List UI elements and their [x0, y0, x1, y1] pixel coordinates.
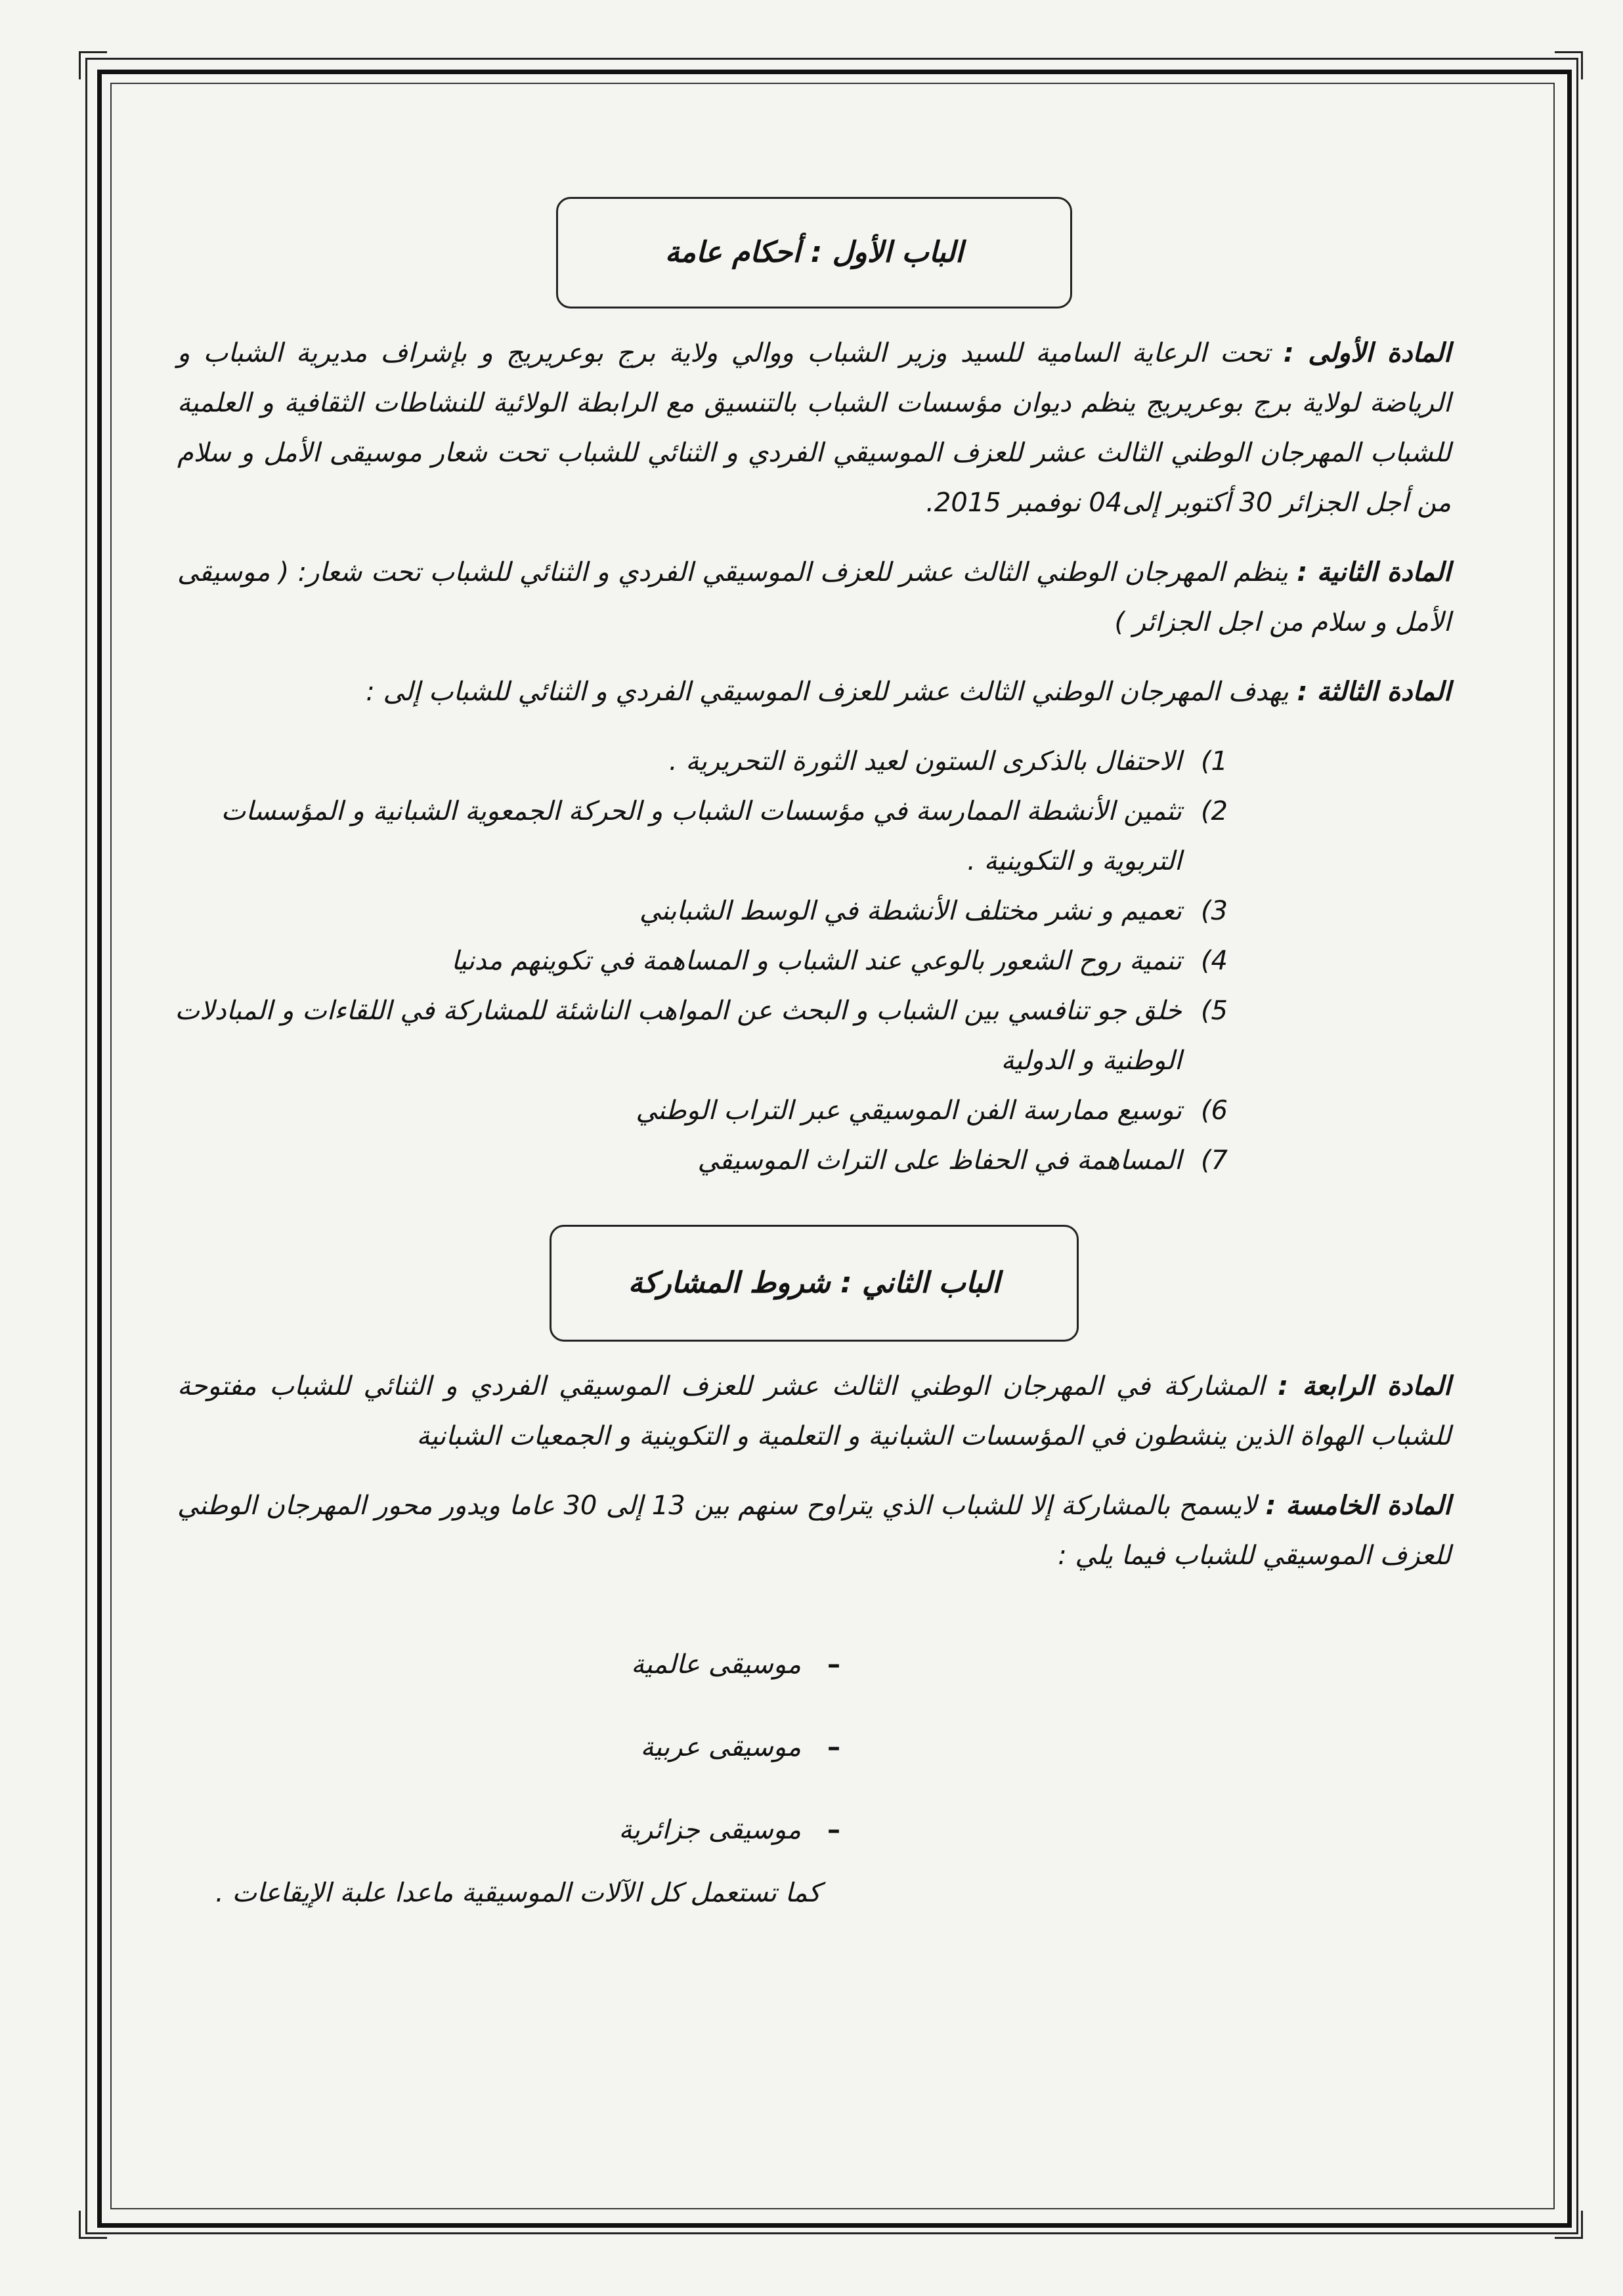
list-item [164, 1805, 840, 1855]
list-item-text: موسيقى عربية [640, 1732, 801, 1762]
chapter2-title-box [550, 1225, 1079, 1342]
list-item-text: موسيقى عالمية [631, 1649, 801, 1680]
article3-objectives-list [164, 736, 1228, 1185]
list-item-number: 2) [1200, 796, 1228, 826]
list-item [164, 886, 1228, 936]
dash-bullet: – [827, 1732, 840, 1762]
list-item-number: 7) [1200, 1145, 1228, 1176]
dash-bullet: – [827, 1649, 840, 1680]
list-item [164, 986, 1228, 1086]
list-item [164, 1722, 840, 1772]
list-item-text: توسيع ممارسة الفن الموسيقي عبر التراب الوطني [636, 1095, 1182, 1126]
list-item-text: تنمية روح الشعور بالوعي عند الشباب و المساهمة في تكوينهم مدنيا [451, 946, 1182, 976]
list-item-number: 3) [1200, 896, 1228, 926]
list-item [164, 786, 1228, 886]
list-item-text: خلق جو تنافسي بين الشباب و البحث عن المواهب الناشئة للمشاركة في اللقاءات و المبادلات الوطنية و الدولية [175, 996, 1182, 1076]
article4-heading: المادة الرابعة : [1278, 1371, 1452, 1401]
list-item [164, 1086, 1228, 1136]
article4 [177, 1361, 1451, 1461]
chapter1-title: الباب الأول : أحكام عامة [664, 236, 964, 269]
article5-text: لايسمح بالمشاركة إلا للشباب الذي يتراوح سنهم بين 13 إلى 30 عاما ويدور محور المهرجان الوطني للعزف الموسيقي للشباب فيما يلي : [177, 1491, 1451, 1571]
list-item-text: موسيقى جزائرية [618, 1815, 801, 1845]
chapter1-title-box [556, 197, 1072, 308]
music-categories-list [164, 1640, 840, 1855]
article3-text: يهدف المهرجان الوطني الثالث عشر للعزف الموسيقي الفردي و الثنائي للشباب إلى : [366, 677, 1289, 707]
article2-text: ينظم المهرجان الوطني الثالث عشر للعزف الموسيقي الفردي و الثنائي للشباب تحت شعار: ( موسيقى الأمل و سلام من اجل الجزائر ) [177, 557, 1451, 637]
list-item [164, 1136, 1228, 1185]
article5 [177, 1481, 1451, 1581]
article1-heading: المادة الأولى : [1283, 338, 1451, 368]
list-item-number: 1) [1200, 746, 1228, 776]
list-item-text: تعميم و نشر مختلف الأنشطة في الوسط الشبابني [639, 896, 1182, 926]
article5-heading: المادة الخامسة : [1265, 1491, 1452, 1521]
list-item-text: المساهمة في الحفاظ على التراث الموسيقي [697, 1145, 1182, 1176]
instruments-note: كما تستعمل كل الآلات الموسيقية ماعدا علبة الإيقاعات . [215, 1878, 821, 1908]
list-item [164, 736, 1228, 786]
article1 [177, 328, 1451, 528]
article3 [177, 667, 1451, 717]
list-item [164, 1640, 840, 1690]
document-content [164, 118, 1464, 2186]
article4-text: المشاركة في المهرجان الوطني الثالث عشر للعزف الموسيقي الفردي و الثنائي للشباب مفتوحة للشباب الهواة الذين ينشطون في المؤسسات الشبانية و التعلمية و التكوينية و الجمعيات الشبانية [177, 1371, 1451, 1451]
dash-bullet: – [827, 1815, 840, 1845]
list-item-number: 5) [1200, 996, 1228, 1026]
list-item-text: الاحتفال بالذكرى الستون لعيد الثورة التحريرية . [668, 746, 1182, 776]
article1-text: تحت الرعاية السامية للسيد وزير الشباب ووالي ولاية برج بوعريريج و بإشراف مديرية الشباب و الرياضة لولاية برج بوعريريج ينظم ديوان مؤسسات الشباب بالتنسيق مع الرابطة الولائية للنشاطات الثقافية و العلمية للشباب المهرجان الوطني الثالث عشر للعزف الموسيقي الفردي و الثنائي للشباب تحت شعار موسيقى الأمل و سلام من أجل الجزائر 30 أكتوبر إلى04 نوفمبر 2015. [177, 338, 1451, 518]
list-item-number: 6) [1200, 1095, 1228, 1126]
article2 [177, 547, 1451, 647]
article3-heading: المادة الثالثة : [1297, 677, 1451, 707]
list-item-number: 4) [1200, 946, 1228, 976]
list-item [164, 936, 1228, 986]
list-item-text: تثمين الأنشطة الممارسة في مؤسسات الشباب و الحركة الجمعوية الشبانية و المؤسسات التربوية و التكوينية . [221, 796, 1182, 876]
chapter2-title: الباب الثاني : شروط المشاركة [628, 1266, 1001, 1300]
article2-heading: المادة الثانية : [1297, 557, 1451, 587]
